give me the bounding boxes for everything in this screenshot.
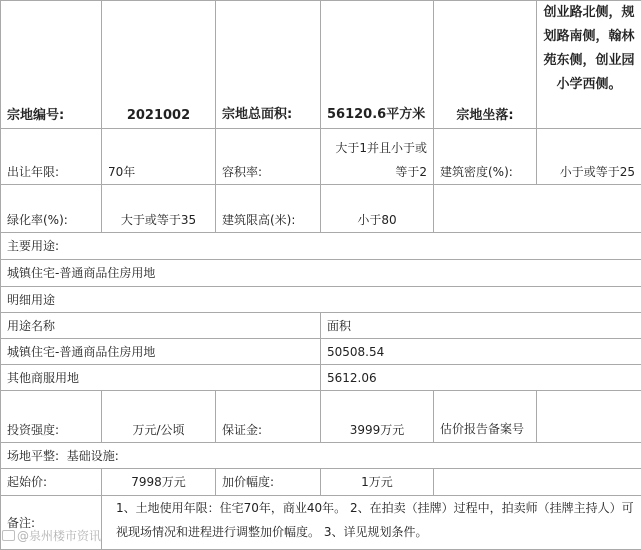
parcel-no-value: 2021002 [102,1,216,129]
watermark-text: @泉州楼市资讯 [17,527,101,544]
use-name-header: 用途名称 [1,313,321,339]
increment-value: 1万元 [321,469,434,496]
site-label: 场地平整: [7,449,59,463]
use-area-header: 面积 [321,313,641,339]
infra-label: 基础设施: [67,449,119,463]
use-name: 城镇住宅-普通商品住房用地 [1,339,321,365]
appraisal-label: 估价报告备案号 [434,391,537,443]
main-use-label: 主要用途: [1,233,641,260]
table-row [1,339,641,365]
start-price-label: 起始价: [1,469,102,496]
deposit-label: 保证金: [216,391,321,443]
deposit-value: 3999万元 [321,391,434,443]
main-use-value: 城镇住宅-普通商品住房用地 [1,260,641,287]
table-row [1,260,641,287]
table-row [1,496,641,550]
green-value: 大于或等于35 [102,185,216,233]
table-row [1,1,641,129]
table-row [1,129,641,185]
use-area: 50508.54 [321,339,641,365]
density-value: 小于或等于25 [537,129,641,185]
empty-cell [434,185,641,233]
site-infra-cell [1,443,641,469]
parcel-no-label: 宗地编号: [1,1,102,129]
invest-label: 投资强度: [1,391,102,443]
table-row [1,469,641,496]
total-area-label: 宗地总面积: [216,1,321,129]
use-area: 5612.06 [321,365,641,391]
location-label: 宗地坐落: [434,1,537,129]
detail-use-label: 明细用途 [1,287,641,313]
far-value: 大于1并且小于或等于2 [321,129,434,185]
term-value: 70年 [102,129,216,185]
height-label: 建筑限高(米): [216,185,321,233]
table-row [1,185,641,233]
term-label: 出让年限: [1,129,102,185]
table-row [1,287,641,313]
total-area-value: 56120.6平方米 [321,1,434,129]
table-row [1,443,641,469]
remarks-label: 备注: [1,496,102,550]
far-label: 容积率: [216,129,321,185]
table-row [1,313,641,339]
remarks-value: 1、土地使用年限：住宅70年，商业40年。 2、在拍卖（挂牌）过程中，拍卖师（挂牌主持人）可视现场情况和进程进行调整加价幅度。 3、详见规划条件。 [102,496,641,550]
table-row [1,233,641,260]
green-label: 绿化率(%): [1,185,102,233]
start-price-value: 7998万元 [102,469,216,496]
table-row [1,391,641,443]
location-value: 创业路北侧，规划路南侧，翰林苑东侧，创业园小学西侧。 [537,1,641,129]
use-name: 其他商服用地 [1,365,321,391]
table-row [1,365,641,391]
increment-label: 加价幅度: [216,469,321,496]
empty-cell [434,469,641,496]
invest-value: 万元/公顷 [102,391,216,443]
density-label: 建筑密度(%): [434,129,537,185]
height-value: 小于80 [321,185,434,233]
appraisal-value [537,391,641,443]
